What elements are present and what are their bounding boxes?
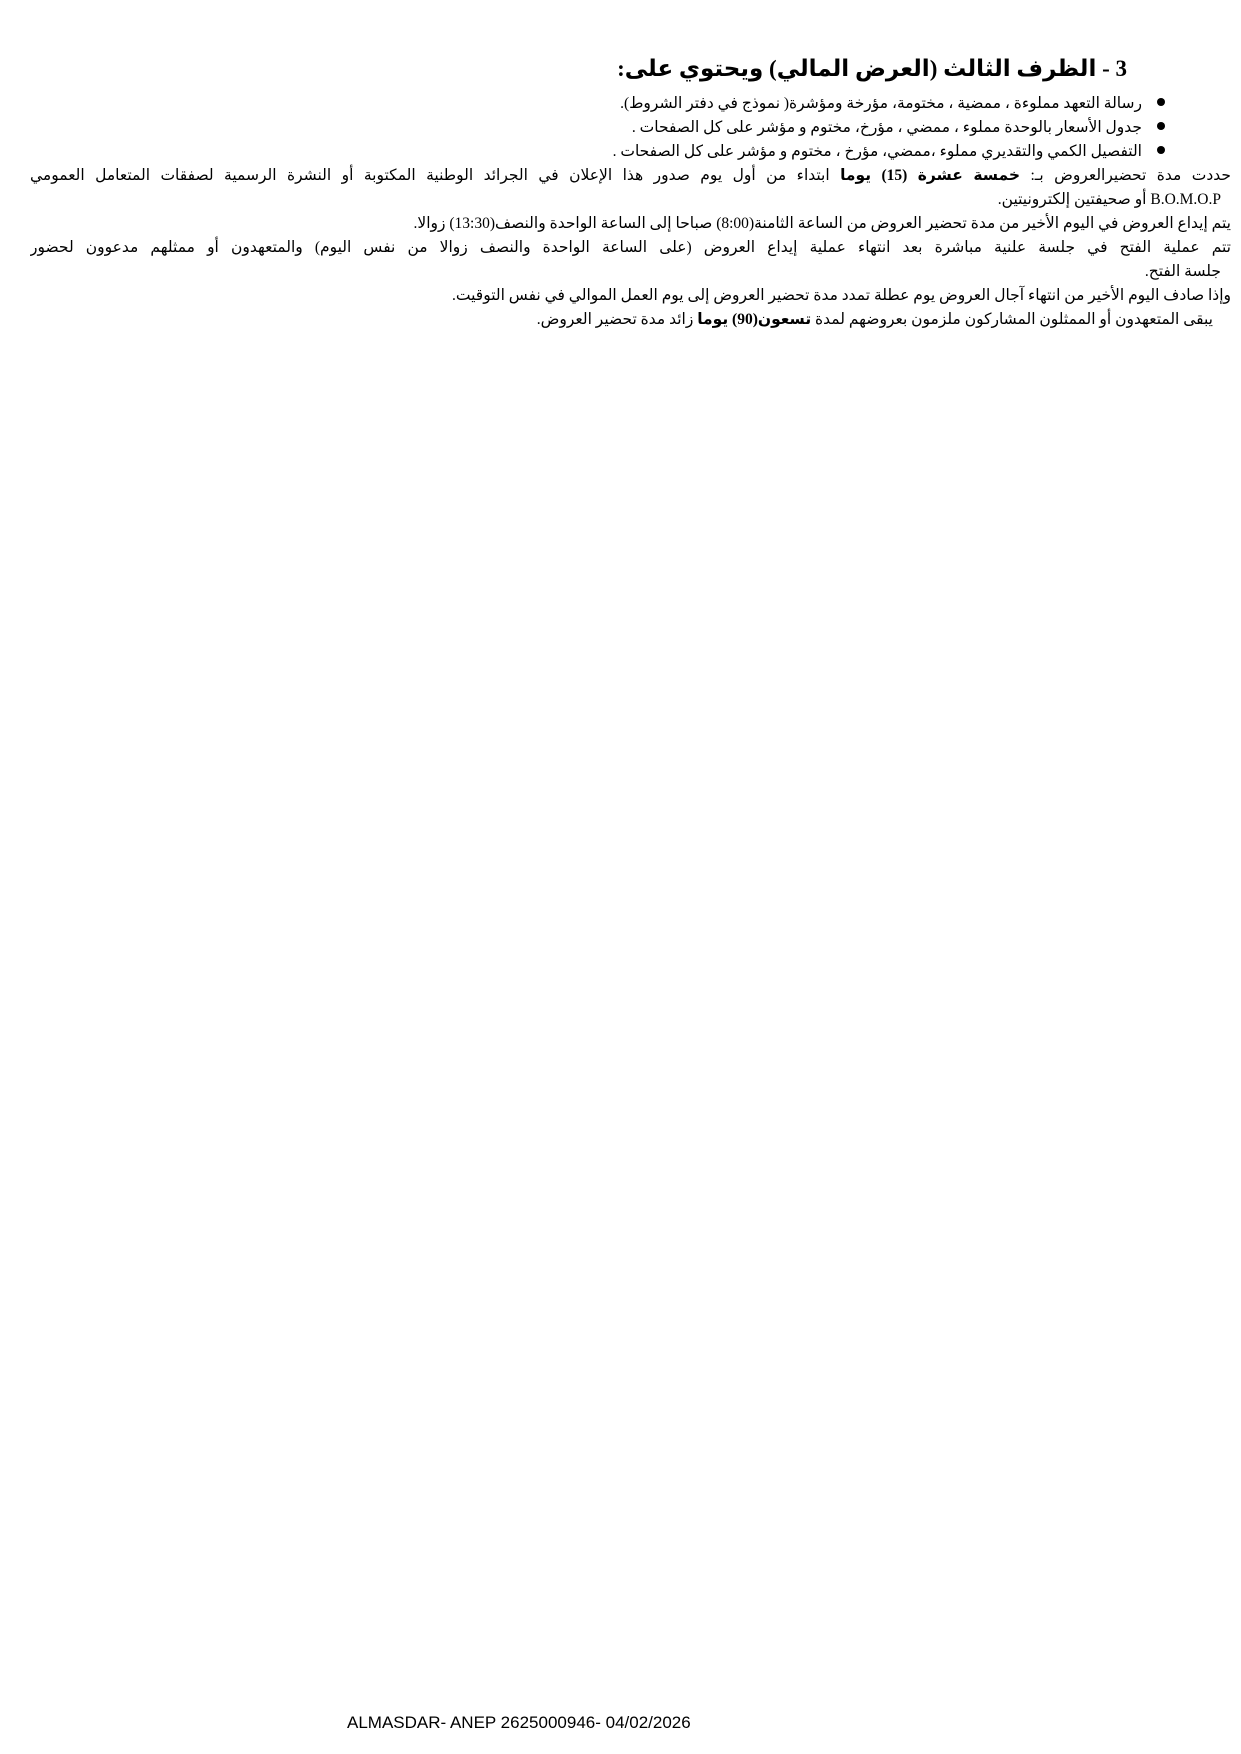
list-item [30, 92, 1231, 116]
paragraph-preparation-period-line1: حددت مدة تحضيرالعروض بـ: خمسة عشرة (15) يوما ابتداء من أول يوم صدور هذا الإعلان في الجرائد الوطنية المكتوبة أو النشرة الرسمية لصفقات المتعامل العمومي [30, 167, 1231, 184]
bullet-icon [1157, 146, 1165, 154]
paragraph-deposit-time: يتم إيداع العروض في اليوم الأخير من مدة تحضير العروض من الساعة الثامنة(8:00) صباحا إلى الساعة الواحدة والنصف(13:30) زوالا. [413, 215, 1231, 232]
paragraph-opening-session-line2: جلسة الفتح. [1144, 263, 1221, 280]
section-heading: 3 - الظرف الثالث (العرض المالي) ويحتوي على: [617, 56, 1127, 81]
footer-publication-reference: ALMASDAR- ANEP 2625000946- 04/02/2026 [347, 1713, 691, 1732]
bullet-icon [1157, 122, 1165, 130]
list-item [30, 140, 1231, 164]
bullet-text: رسالة التعهد مملوءة ، ممضية ، مختومة، مؤرخة ومؤشرة( نموذج في دفتر الشروط). [620, 95, 1142, 112]
bullet-text: جدول الأسعار بالوحدة مملوء ، ممضي ، مؤرخ، مختوم و مؤشر على كل الصفحات . [631, 119, 1142, 136]
bullet-icon [1157, 98, 1165, 106]
list-item [30, 116, 1231, 140]
paragraph-preparation-period-line2: B.O.M.O.P أو صحيفتين إلكترونيتين. [997, 191, 1221, 208]
paragraph-holiday-extension: وإذا صادف اليوم الأخير من انتهاء آجال العروض يوم عطلة تمدد مدة تحضير العروض إلى يوم العمل الموالي في نفس التوقيت. [452, 287, 1231, 304]
bullet-text: التفصيل الكمي والتقديري مملوء ،ممضي، مؤرخ ، مختوم و مؤشر على كل الصفحات . [612, 143, 1142, 160]
paragraph-offer-validity: يبقى المتعهدون أو الممثلون المشاركون ملزمون بعروضهم لمدة تسعون(90) يوما زائد مدة تحضير العروض. [536, 311, 1213, 328]
document-body [30, 52, 1231, 332]
paragraph-opening-session-line1: تتم عملية الفتح في جلسة علنية مباشرة بعد انتهاء عملية إيداع العروض (على الساعة الواحدة والنصف زوالا من نفس اليوم) والمتعهدون أو ممثلهم مدعوون لحضور [30, 239, 1231, 256]
